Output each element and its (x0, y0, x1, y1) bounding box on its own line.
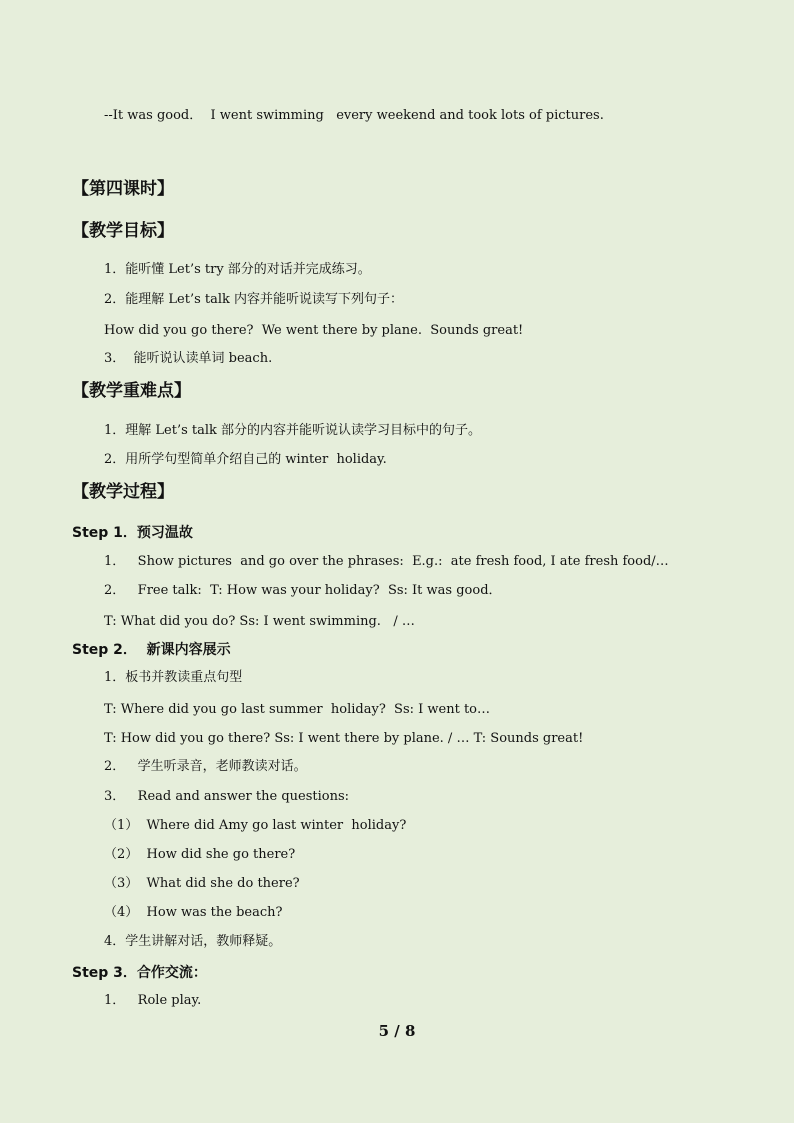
step-3-heading: Step 3．合作交流： (72, 965, 207, 981)
goal-item-3: 3． 能听说认读单词 beach. (104, 351, 273, 366)
step-2-item-1-line-2: T: How did you go there? Ss: I went there by plane. / … T: Sounds great! (104, 731, 584, 746)
goal-item-2-sentences: How did you go there? We went there by plane. Sounds great! (104, 323, 524, 338)
page-number: 5 / 8 (378, 1022, 416, 1040)
goal-item-2: 2．能理解 Let’s talk 内容并能听说读写下列句子： (104, 292, 404, 307)
step-1-item-2: 2． Free talk: T: How was your holiday? Ss: It was good． (104, 583, 502, 598)
key-point-1: 1．理解 Let’s talk 部分的内容并能听说认读学习目标中的句子。 (104, 423, 482, 438)
key-point-2: 2．用所学句型简单介绍自己的 winter holiday. (104, 452, 387, 467)
step-2-item-1-line-1: T: Where did you go last summer holiday? Ss: I went to… (104, 702, 491, 717)
dialogue-line: --It was good． I went swimming every weekend and took lots of pictures. (104, 108, 604, 123)
lesson-4-heading: 【第四课时】 (72, 179, 174, 199)
step-2-heading: Step 2． 新课内容展示 (72, 642, 231, 658)
question-3: （3） What did she do there? (104, 876, 300, 891)
step-2-item-2: 2． 学生听录音，老师教读对话。 (104, 759, 307, 774)
step-1-heading: Step 1．预习温故 (72, 525, 193, 541)
step-2-item-4: 4．学生讲解对话，教师释疑。 (104, 934, 282, 949)
question-4: （4） How was the beach? (104, 905, 283, 920)
step-3-item-1: 1． Role play. (104, 993, 202, 1008)
step-1-item-1: 1． Show pictures and go over the phrases: E.g.: ate fresh food, I ate fresh food/… (104, 554, 669, 569)
question-2: （2） How did she go there? (104, 847, 296, 862)
key-points-heading: 【教学重难点】 (72, 381, 191, 401)
goal-item-1: 1．能听懂 Let’s try 部分的对话并完成练习。 (104, 262, 371, 277)
teaching-goals-heading: 【教学目标】 (72, 221, 174, 241)
question-1: （1） Where did Amy go last winter holiday? (104, 818, 407, 833)
teaching-process-heading: 【教学过程】 (72, 482, 174, 502)
step-2-item-1: 1．板书并教读重点句型 (104, 670, 243, 685)
step-1-item-2-dialogue: T: What did you do? Ss: I went swimming. / … (104, 614, 415, 629)
step-2-item-3: 3． Read and answer the questions: (104, 789, 350, 804)
